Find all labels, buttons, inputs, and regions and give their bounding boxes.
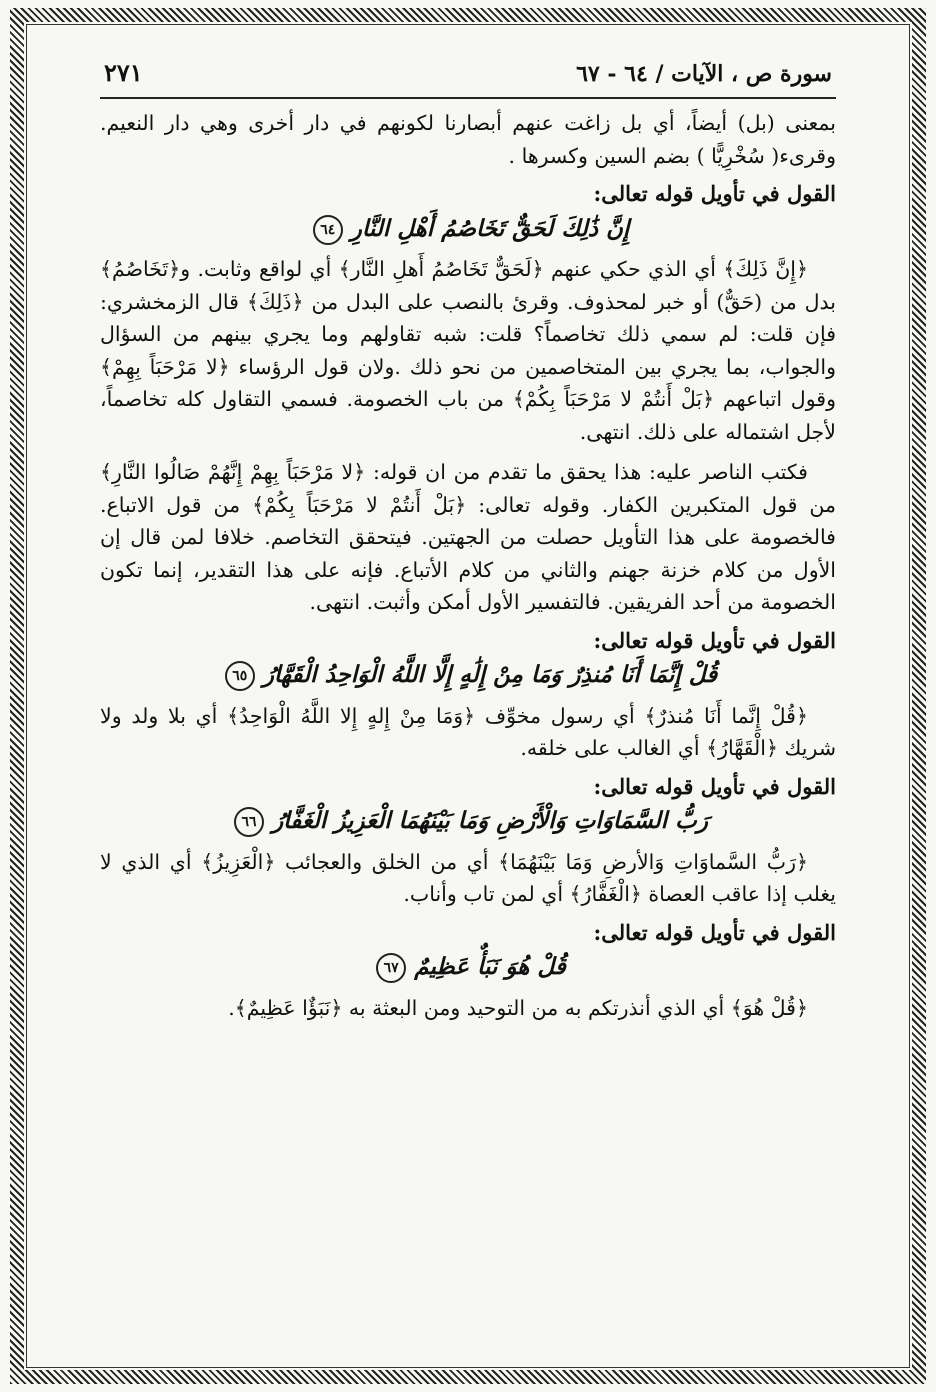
page-number: ٢٧١ bbox=[104, 58, 143, 87]
verse-text: قُلْ هُوَ نَبَأٌ عَظِيمٌ bbox=[414, 953, 566, 980]
verse-text: إِنَّ ذَٰلِكَ لَحَقٌّ تَخَاصُمُ أَهْلِ النَّارِ bbox=[350, 214, 630, 242]
paragraph: بمعنى (بل) أيضاً، أي بل زاغت عنهم أبصارنا لكونهم في دار أخرى وهي دار النعيم. وقرىء( سُخْرِيًّا ) بضم السين وكسرها . bbox=[100, 111, 836, 168]
verse-text: قُلْ إِنَّمَا أَنَا مُنذِرٌ وَمَا مِنْ إِلَٰهٍ إِلَّا اللَّهُ الْوَاحِدُ الْقَهَّارُ bbox=[262, 661, 718, 688]
page-content bbox=[100, 107, 836, 1024]
paragraph: ﴿إِنَّ ذَلِكَ﴾ أي الذي حكي عنهم ﴿لَحَقٌّ تَخَاصُمُ أَهلِ النَّار﴾ أي لواقع وثابت. و﴿تَخَاصُمُ﴾ بدل من (حَقٌّ) أو خبر لمحذوف. وقرئ بالنصب على البدل من ﴿ذَلِكَ﴾ قال الزمخشري: فإن قلت: لم سمي ذلك تخاصماً؟ قلت: شبه تقاولهم وما يجري بينهم من السؤال والجواب، بما يجري بين المتخاصمين من نحو ذلك .ولان قول الرؤساء ﴿لا مَرْحَبَاً بِهِمْ﴾ وقول اتباعهم ﴿بَلْ أَنتُمْ لا مَرْحَبَاً بِكُمْ﴾ من باب الخصومة. فسمي التقاول كله تخاصماً، لأجل اشتماله على ذلك. انتهى. bbox=[100, 257, 836, 444]
page-header bbox=[100, 58, 836, 99]
section-heading: القول في تأويل قوله تعالى: bbox=[593, 627, 836, 653]
ayah-number-marker: ٦٧ bbox=[376, 953, 406, 983]
quran-verse bbox=[100, 951, 836, 984]
quran-verse bbox=[100, 659, 836, 692]
ayah-number-marker: ٦٤ bbox=[313, 215, 343, 245]
ayah-number-marker: ٦٥ bbox=[225, 661, 255, 691]
section-heading: القول في تأويل قوله تعالى: bbox=[593, 919, 836, 945]
paragraph: ﴿رَبُّ السَّماوَاتِ وَالأرضِ وَمَا بَيْنَهُمَا﴾ أي من الخلق والعجائب ﴿الْعَزِيزُ﴾ أي الذي لا يغلب إذا عاقب العصاة ﴿الْغَفَّارُ﴾ أي لمن تاب وأناب. bbox=[100, 849, 836, 906]
paragraph: فكتب الناصر عليه: هذا يحقق ما تقدم من ان قوله: ﴿لا مَرْحَبَاً بِهِمْ إِنَّهُمْ صَالُوا النَّارِ﴾ من قول المتكبرين الكفار. وقوله تعالى: ﴿بَلْ أَنتُمْ لا مَرْحَبَاً بِكُمْ﴾ من قول الاتباع. فالخصومة على هذا التأويل حصلت من الجهتين. فيتحقق التخاصم. خلافا لمن قال إن الأول من كلام خزنة جهنم والثاني من كلام الأتباع. فإنه على هذا التقدير، إنما تكون الخصومة من أحد الفريقين. فالتفسير الأول أمكن وأثبت. انتهى. bbox=[100, 460, 836, 614]
section-heading: القول في تأويل قوله تعالى: bbox=[593, 181, 836, 206]
paragraph: ﴿قُلْ هُوَ﴾ أي الذي أنذرتكم به من التوحيد ومن البعثة به ﴿نَبَؤٌا عَظِيمٌ﴾. bbox=[228, 995, 808, 1020]
running-title: سورة ص ، الآيات / ٦٤ - ٦٧ bbox=[576, 61, 832, 87]
verse-text: رَبُّ السَّمَاوَاتِ وَالْأَرْضِ وَمَا بَيْنَهُمَا الْعَزِيزُ الْغَفَّارُ bbox=[272, 807, 708, 834]
quran-verse bbox=[100, 805, 836, 838]
quran-verse bbox=[100, 213, 836, 246]
book-page bbox=[100, 58, 836, 1318]
ayah-number-marker: ٦٦ bbox=[234, 807, 264, 837]
section-heading: القول في تأويل قوله تعالى: bbox=[593, 773, 836, 799]
paragraph: ﴿قُلْ إِنَّما أَنَا مُنذرٌ﴾ أي رسول مخوِّف ﴿وَمَا مِنْ إِلهٍ إِلا اللَّهُ الْوَاحِدُ﴾ أي بلا ولد ولا شريك ﴿الْقَهَّارُ﴾ أي الغالب على خلقه. bbox=[100, 703, 836, 760]
